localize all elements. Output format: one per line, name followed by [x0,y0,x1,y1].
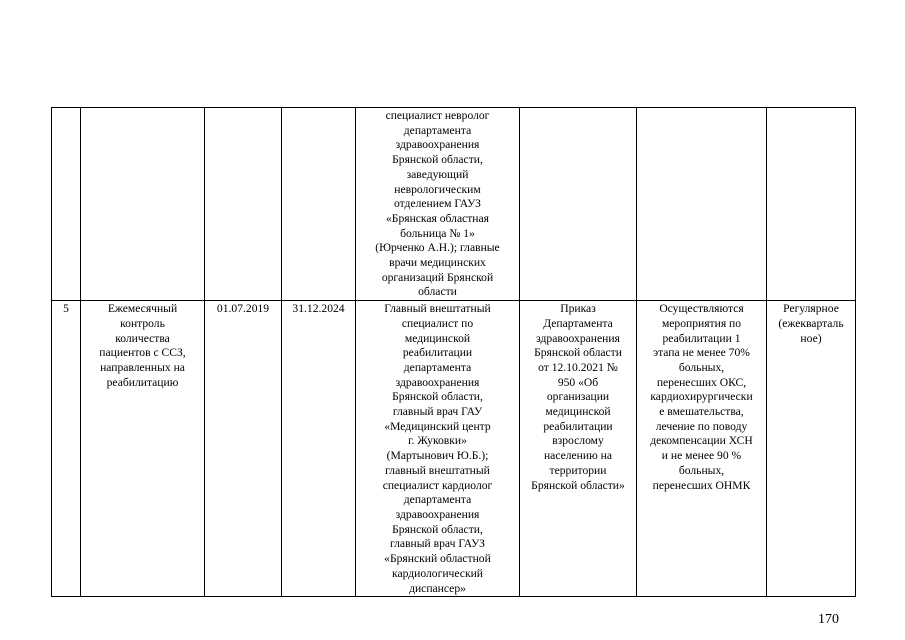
cell-result [637,108,767,301]
table-row-5 [52,301,856,597]
cell-start-date [205,108,282,301]
cell-end-date [282,108,356,301]
cell-text-line: (Юрченко А.Н.); главные [375,241,500,255]
cell-text-line: Приказ [560,302,596,316]
cell-text-line: Брянской области» [531,478,625,492]
cell-text-line: населению на [543,449,613,463]
cell-text-line: департамента [403,493,472,507]
cell-text-line: реабилитации [543,419,613,433]
cell-number: 5 [52,301,81,597]
cell-text-line: департамента [403,123,472,137]
cell-text-line: е вмешательства, [659,405,744,419]
cell-text-line: больных, [678,360,725,374]
cell-text-line: мероприятия по [661,316,742,330]
cell-text-line: территории [549,463,607,477]
cell-end-date: 31.12.2024 [282,301,356,597]
cell-text-line: «Медицинский центр [384,419,491,433]
cell-text-line: от 12.10.2021 № [538,360,618,374]
cell-text-line: здравоохранения [395,507,480,521]
cell-text-line: неврологическим [394,182,481,196]
cell-text-line: медицинской [404,331,471,345]
cell-text-line: кардиологический [392,566,483,580]
cell-text-line: диспансер» [409,581,466,595]
cell-text-line: здравоохранения [395,375,480,389]
cell-text-line: контроль [120,316,165,330]
cell-text-line: 950 «Об [557,375,599,389]
cell-text-line: Регулярное [783,302,839,316]
cell-text-line: Ежемесячный [107,302,178,316]
cell-text-line: и не менее 90 % [661,449,742,463]
cell-number [52,108,81,301]
cell-text-line: Главный внештатный [384,302,491,316]
table-row-continuation [52,108,856,301]
cell-text-line: медицинской [545,405,611,419]
cell-responsible [356,301,520,597]
cell-text-line: специалист кардиолог [382,478,493,492]
cell-text-line: главный внештатный [385,463,490,477]
cell-text-line: организаций Брянской [381,270,494,284]
cell-text-line: области [418,285,457,299]
cell-text-line: количества [115,331,170,345]
cell-text-line: Департамента [543,316,613,330]
cell-text-line: ное) [800,331,822,345]
cell-text-line: декомпенсации ХСН [650,434,753,448]
cell-text-line: врачи медицинских [389,256,486,270]
page-number: 170 [818,612,839,627]
cell-text-line: лечение по поводу [655,419,748,433]
cell-text-line: Осуществляются [659,302,744,316]
cell-text-line: взрослому [552,434,604,448]
cell-text-line: больница № 1» [400,226,475,240]
cell-text-line: г. Жуковки» [408,434,467,448]
document-table [51,107,856,597]
cell-text-line: этапа не менее 70% [653,346,750,360]
cell-text-line: отделением ГАУЗ [394,197,481,211]
cell-text-line: здравоохранения [395,138,480,152]
cell-text-line: Брянской области, [392,522,483,536]
cell-activity [81,301,205,597]
cell-result [637,301,767,597]
cell-text-line: главный врач ГАУ [392,405,483,419]
cell-basis [520,108,637,301]
cell-text-line: Брянской области, [392,390,483,404]
cell-text-line: кардиохирургически [650,390,753,404]
cell-text-line: перенесших ОНМК [652,478,751,492]
cell-text-line: реабилитации 1 [662,331,741,345]
cell-text-line: здравоохранения [536,331,620,345]
cell-text-line: реабилитации [402,346,473,360]
cell-text-line: заведующий [406,167,469,181]
cell-text-line: больных, [678,463,725,477]
cell-text-line: (ежекварталь [778,316,844,330]
cell-text-line: направленных на [100,360,185,374]
cell-text-line: специалист по [401,316,474,330]
cell-frequency [767,301,856,597]
cell-basis [520,301,637,597]
cell-text-line: главный врач ГАУЗ [389,537,485,551]
cell-text-line: «Брянская областная [385,211,489,225]
cell-text-line: департамента [403,360,472,374]
cell-text-line: специалист невролог [385,109,490,122]
cell-text-line: перенесших ОКС, [656,375,747,389]
cell-responsible [356,108,520,301]
cell-start-date: 01.07.2019 [205,301,282,597]
cell-text-line: Брянской области, [392,153,483,167]
cell-text-line: «Брянский областной [384,552,491,566]
cell-activity [81,108,205,301]
cell-text-line: организации [546,390,610,404]
cell-text-line: (Мартынович Ю.Б.); [386,449,489,463]
cell-text-line: пациентов с ССЗ, [99,346,186,360]
cell-text-line: Брянской области [534,346,622,360]
cell-text-line: реабилитацию [106,375,179,389]
cell-frequency [767,108,856,301]
